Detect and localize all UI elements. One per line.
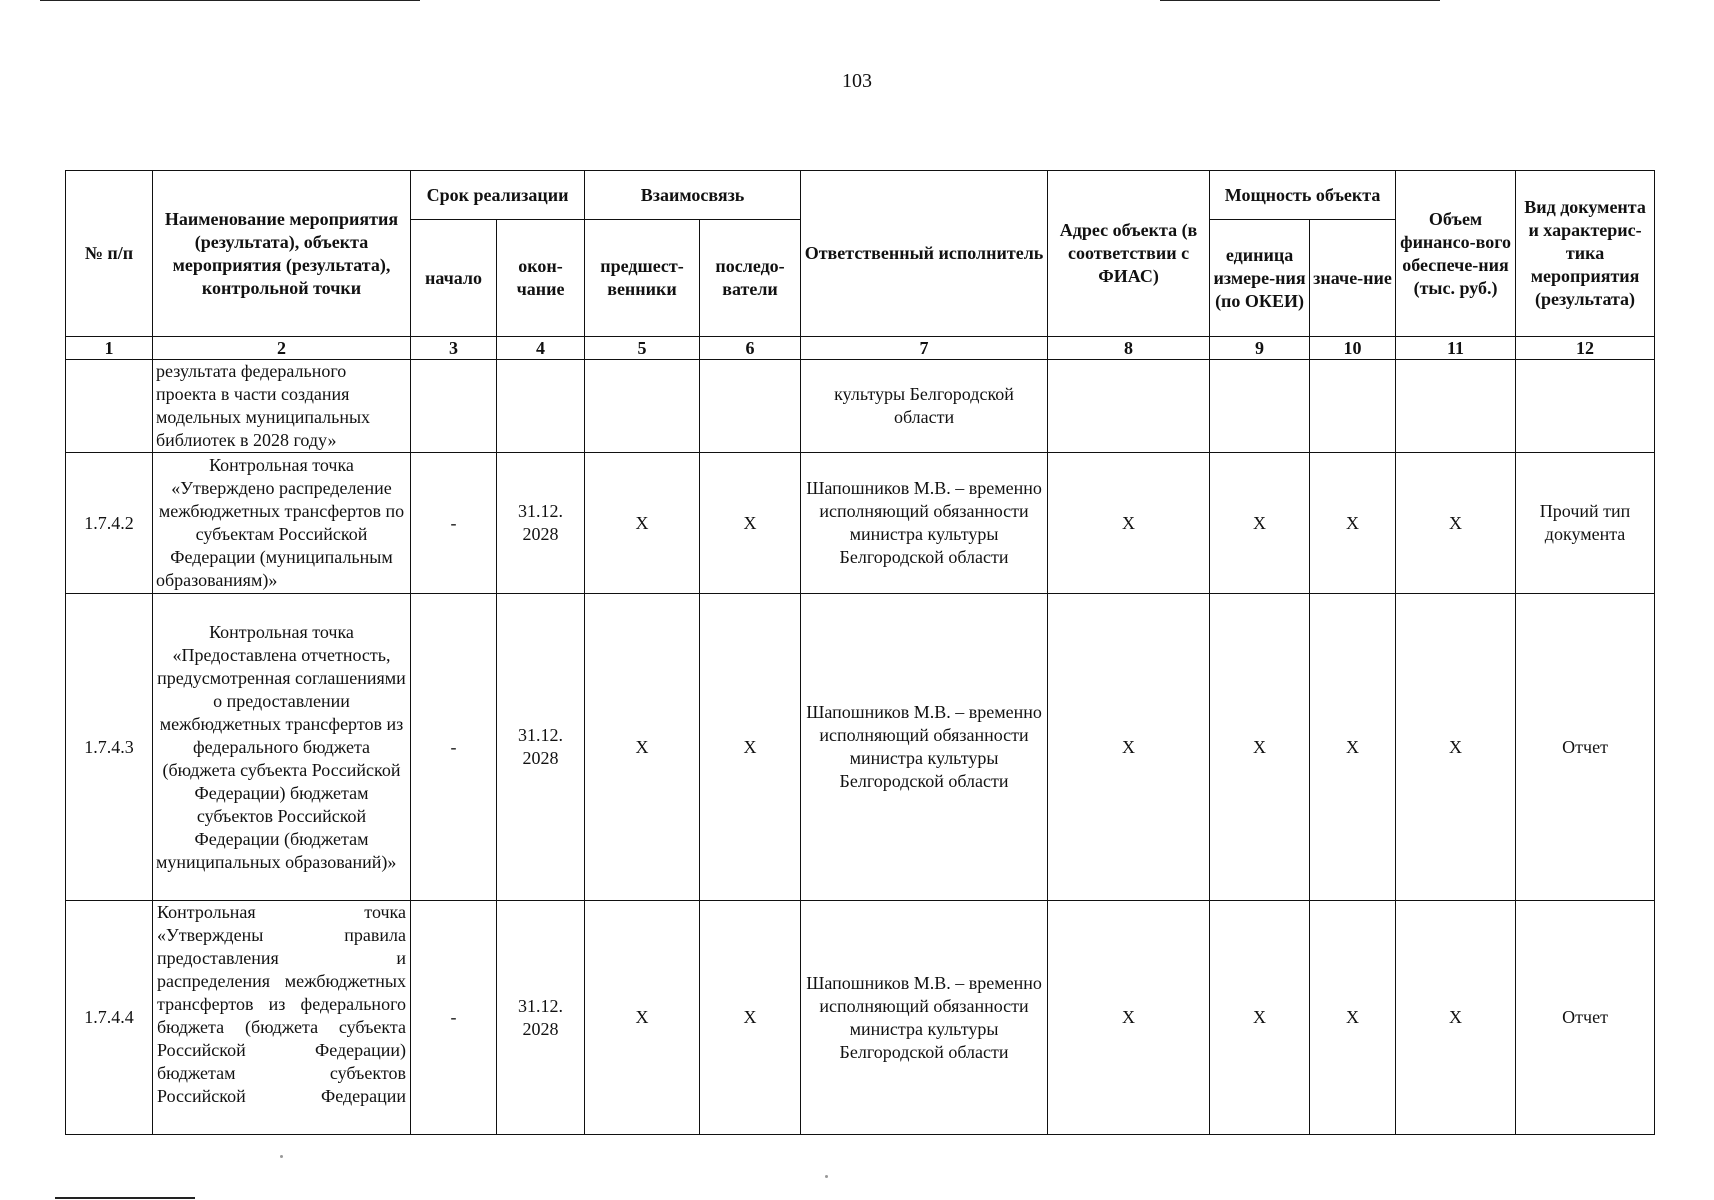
row-name-text: Контрольная точка «Утверждены правила предоставления и распределения межбюджетных трансфертов из федерального бюджета (бюджета субъекта Российской Федерации) бюджетам субъектов Российской Федерации	[157, 902, 406, 1106]
row-document: Отчет	[1516, 901, 1655, 1135]
row-successors: X	[700, 901, 801, 1135]
row-address: X	[1048, 901, 1210, 1135]
row-responsible: Шапошников М.В. – временно исполняющий обязанности министра культуры Белгородской области	[801, 453, 1048, 594]
header-financing: Объем финансо-вого обеспече-ния (тыс. руб.)	[1396, 171, 1516, 337]
row-name	[153, 901, 411, 1135]
header-num: № п/п	[66, 171, 153, 337]
row-value	[1310, 360, 1396, 453]
scan-speck	[280, 1155, 283, 1158]
column-number: 9	[1210, 337, 1310, 360]
row-value: X	[1310, 594, 1396, 901]
column-number: 2	[153, 337, 411, 360]
row-unit: X	[1210, 901, 1310, 1135]
row-address: X	[1048, 453, 1210, 594]
row-financing: X	[1396, 594, 1516, 901]
row-name: результата федерального проекта в части создания модельных муниципальных библиотек в 2028 году»	[153, 360, 411, 453]
row-financing: X	[1396, 453, 1516, 594]
table-row	[66, 453, 1655, 594]
page-number: 103	[842, 70, 872, 92]
row-end: 31.12. 2028	[497, 594, 585, 901]
table-row	[66, 594, 1655, 901]
row-value: X	[1310, 453, 1396, 594]
row-start	[411, 360, 497, 453]
header-end: окон-чание	[497, 220, 585, 337]
row-address: X	[1048, 594, 1210, 901]
header-predecessors: предшест-венники	[585, 220, 700, 337]
column-number: 12	[1516, 337, 1655, 360]
header-start: начало	[411, 220, 497, 337]
row-name: Контрольная точка «Утверждено распределение межбюджетных трансфертов по субъектам Российской Федерации (муниципальным образованиям)»	[153, 453, 411, 594]
row-document	[1516, 360, 1655, 453]
column-number: 11	[1396, 337, 1516, 360]
scan-speck	[825, 1175, 828, 1178]
row-predecessors: X	[585, 594, 700, 901]
header-successors: последо-ватели	[700, 220, 801, 337]
scan-line-bottom-left	[55, 1197, 195, 1199]
row-end	[497, 360, 585, 453]
row-responsible: Шапошников М.В. – временно исполняющий обязанности министра культуры Белгородской области	[801, 901, 1048, 1135]
row-unit: X	[1210, 594, 1310, 901]
header-name: Наименование мероприятия (результата), объекта мероприятия (результата), контрольной точки	[153, 171, 411, 337]
row-financing: X	[1396, 901, 1516, 1135]
header-document: Вид документа и характерис-тика мероприятия (результата)	[1516, 171, 1655, 337]
row-num: 1.7.4.2	[66, 453, 153, 594]
column-number: 7	[801, 337, 1048, 360]
row-num: 1.7.4.4	[66, 901, 153, 1135]
events-table	[65, 170, 1655, 1135]
column-number: 4	[497, 337, 585, 360]
header-responsible: Ответственный исполнитель	[801, 171, 1048, 337]
row-end: 31.12. 2028	[497, 453, 585, 594]
row-num: 1.7.4.3	[66, 594, 153, 901]
column-number: 1	[66, 337, 153, 360]
header-value: значе-ние	[1310, 220, 1396, 337]
row-predecessors: X	[585, 453, 700, 594]
header-unit: единица измере-ния (по ОКЕИ)	[1210, 220, 1310, 337]
row-start: -	[411, 594, 497, 901]
scan-line-top-right	[1160, 0, 1440, 1]
row-value: X	[1310, 901, 1396, 1135]
row-successors: X	[700, 453, 801, 594]
header-address: Адрес объекта (в соответствии с ФИАС)	[1048, 171, 1210, 337]
table-row	[66, 360, 1655, 453]
row-responsible: Шапошников М.В. – временно исполняющий обязанности министра культуры Белгородской области	[801, 594, 1048, 901]
row-start: -	[411, 453, 497, 594]
row-end: 31.12. 2028	[497, 901, 585, 1135]
row-document: Прочий тип документа	[1516, 453, 1655, 594]
column-number: 8	[1048, 337, 1210, 360]
row-successors: X	[700, 594, 801, 901]
row-responsible: культуры Белгородской области	[801, 360, 1048, 453]
header-link: Взаимосвязь	[585, 171, 801, 220]
row-document: Отчет	[1516, 594, 1655, 901]
row-num	[66, 360, 153, 453]
header-power: Мощность объекта	[1210, 171, 1396, 220]
row-financing	[1396, 360, 1516, 453]
row-predecessors	[585, 360, 700, 453]
row-unit	[1210, 360, 1310, 453]
column-number: 10	[1310, 337, 1396, 360]
table-row	[66, 901, 1655, 1135]
row-successors	[700, 360, 801, 453]
header-period: Срок реализации	[411, 171, 585, 220]
column-number: 3	[411, 337, 497, 360]
row-address	[1048, 360, 1210, 453]
row-name: Контрольная точка «Предоставлена отчетность, предусмотренная соглашениями о предоставлении межбюджетных трансфертов из федерального бюджета (бюджета субъекта Российской Федерации) бюджетам субъектов Российской Федерации (бюджетам муниципальных образований)»	[153, 594, 411, 901]
row-predecessors: X	[585, 901, 700, 1135]
row-unit: X	[1210, 453, 1310, 594]
column-number: 5	[585, 337, 700, 360]
row-start: -	[411, 901, 497, 1135]
scan-line-top-left	[40, 0, 420, 1]
column-number: 6	[700, 337, 801, 360]
